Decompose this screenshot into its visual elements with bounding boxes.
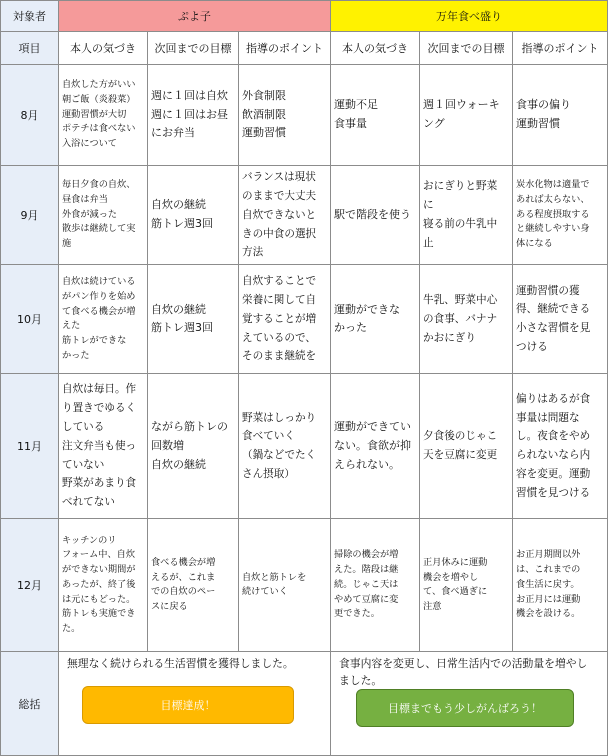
table-cell: 週１回ウォーキ ング (420, 65, 513, 166)
table-cell: 駅で階段を使う (331, 166, 420, 265)
table-cell: 自炊することで 栄養に関して自 覚することが増 えているので、 そのまま継続を (239, 265, 331, 374)
month-label: 10月 (1, 265, 59, 374)
subject-label: 対象者 (1, 1, 59, 32)
keep-trying-button[interactable]: 目標までもう少しがんばろう！ (356, 689, 574, 727)
column-header: 次回までの目標 (420, 32, 513, 65)
column-header: 本人の気づき (59, 32, 148, 65)
table-cell: 週に１回は自炊 週に１回はお昼 にお弁当 (148, 65, 239, 166)
table-row (1, 265, 608, 374)
month-label: 12月 (1, 519, 59, 652)
table-cell: 自炊の継続 筋トレ週3回 (148, 166, 239, 265)
month-label: 11月 (1, 374, 59, 519)
table-cell: 食べる機会が増 えるが、これま での自炊のペー スに戻る (148, 519, 239, 652)
table-cell: 毎日夕食の自炊、 昼食は弁当 外食が減った 散歩は継続して実 施 (59, 166, 148, 265)
table-cell: 食事の偏り 運動習慣 (513, 65, 608, 166)
table-cell: 偏りはあるが食 事量は問題な し。夜食をやめ られないなら内 容を変更。運動 習慣を見つける (513, 374, 608, 519)
table-cell: バランスは現状 のままで大丈夫 自炊できないと きの中食の選択 方法 (239, 166, 331, 265)
table-cell: 運動不足 食事量 (331, 65, 420, 166)
column-header: 本人の気づき (331, 32, 420, 65)
table-cell: 自炊は続けている がパン作りを始め て食べる機会が増 えた 筋トレができな かった (59, 265, 148, 374)
table-cell: 運動ができな かった (331, 265, 420, 374)
person1-name: ぷよ子 (59, 1, 331, 32)
column-header: 指導のポイント (239, 32, 331, 65)
summary-text-person1: 無理なく続けられる生活習慣を獲得しました。 (67, 657, 294, 671)
month-label: 8月 (1, 65, 59, 166)
table-cell: 炭水化物は適量で あれば太らない、 ある程度摂取する と継続しやすい身 体になる (513, 166, 608, 265)
person2-name: 万年食べ盛り (331, 1, 608, 32)
column-header: 指導のポイント (513, 32, 608, 65)
table-row (1, 519, 608, 652)
summary-text-person2: 食事内容を変更し、日常生活内での活動量を増やし ました。 (339, 657, 588, 687)
table-cell: 自炊と筋トレを 続けていく (239, 519, 331, 652)
table-cell: 自炊は毎日。作 り置きでゆるく している 注文弁当も使っ ていない 野菜があまり食 べれてない (59, 374, 148, 519)
table-cell: おにぎりと野菜 に 寝る前の牛乳中 止 (420, 166, 513, 265)
table-cell: 掃除の機会が増 えた。階段は継 続。じゃこ天は やめて豆腐に変 更できた。 (331, 519, 420, 652)
item-label: 項目 (1, 32, 59, 65)
table-cell: 野菜はしっかり 食べていく （鍋などでたく さん摂取） (239, 374, 331, 519)
table-row (1, 65, 608, 166)
table-cell: 夕食後のじゃこ 天を豆腐に変更 (420, 374, 513, 519)
table-row (1, 166, 608, 265)
table-cell: 自炊した方がいい 朝ご飯（炎殺菜） 運動習慣が大切 ポテチは食べない 入浴について (59, 65, 148, 166)
column-header: 次回までの目標 (148, 32, 239, 65)
table-cell: 運動習慣の獲 得、継続できる 小さな習慣を見 つける (513, 265, 608, 374)
goal-achieved-button[interactable]: 目標達成！ (82, 686, 294, 724)
month-label: 9月 (1, 166, 59, 265)
table-row (1, 374, 608, 519)
table-cell: 外食制限 飲酒制限 運動習慣 (239, 65, 331, 166)
table-cell: 自炊の継続 筋トレ週3回 (148, 265, 239, 374)
table-cell: お正月期間以外 は、これまでの 食生活に戻す。 お正月には運動 機会を設ける。 (513, 519, 608, 652)
summary-label: 総括 (1, 652, 59, 756)
table-cell: 牛乳、野菜中心 の食事、バナナ かおにぎり (420, 265, 513, 374)
table-cell: ながら筋トレの 回数増 自炊の継続 (148, 374, 239, 519)
table-cell: 運動ができてい ない。食欲が抑 えられない。 (331, 374, 420, 519)
table-cell: 正月休みに運動 機会を増やし て、食べ過ぎに 注意 (420, 519, 513, 652)
table-cell: キッチンのリ フォーム中、自炊 ができない期間が あったが、終了後 は元にもどった。 筋トレも実施でき た。 (59, 519, 148, 652)
